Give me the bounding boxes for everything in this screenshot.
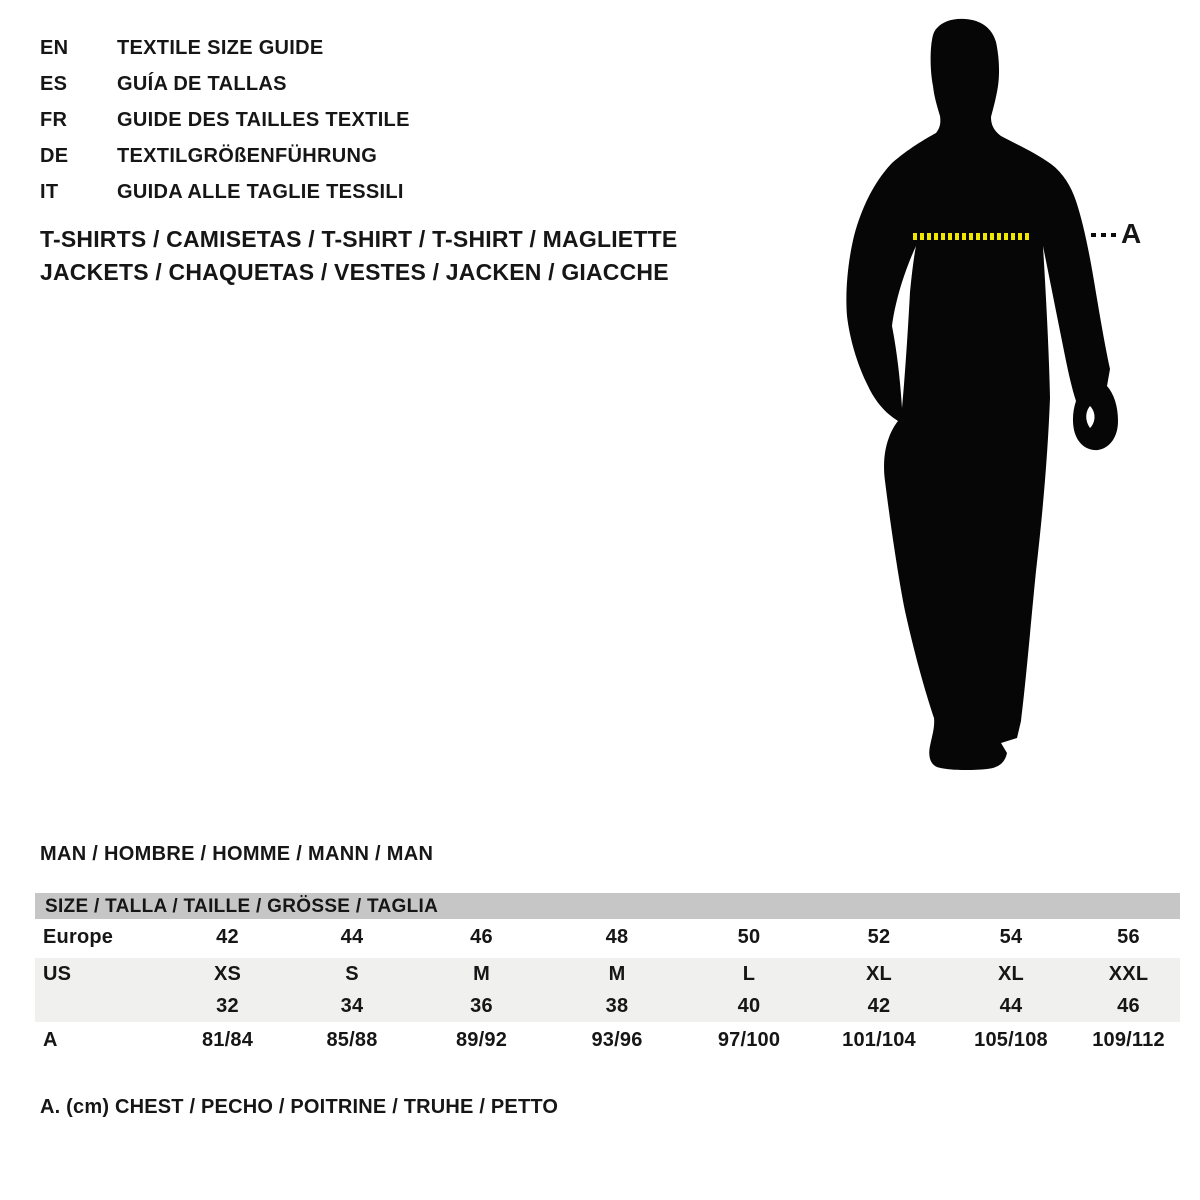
cell: 40 <box>737 994 761 1017</box>
cell: 101/104 <box>842 1029 916 1051</box>
lang-code: ES <box>40 73 68 95</box>
cell: XS <box>213 962 242 985</box>
cell: 44 <box>999 994 1023 1017</box>
row-label: US <box>43 962 72 985</box>
row-label: A <box>43 1029 58 1051</box>
lang-row-es <box>40 66 410 102</box>
lang-code: FR <box>40 109 68 131</box>
cell: 34 <box>340 994 364 1017</box>
man-silhouette <box>846 19 1118 770</box>
language-title-list <box>40 30 410 210</box>
cell: 81/84 <box>201 1029 254 1051</box>
section-title-man: MAN / HOMBRE / HOMME / MANN / MAN <box>40 843 434 865</box>
category-lines <box>40 223 677 289</box>
lang-title: TEXTILGRÖßENFÜHRUNG <box>117 145 378 167</box>
man-silhouette-svg <box>840 0 1140 780</box>
measurement-footnote: A. (cm) CHEST / PECHO / POITRINE / TRUHE / PETTO <box>40 1096 559 1118</box>
cell: XL <box>866 962 892 985</box>
cell: L <box>742 962 756 985</box>
cell: 36 <box>470 994 493 1017</box>
measure-leader-dashes <box>1091 233 1118 237</box>
cell: 46 <box>470 926 493 948</box>
cell: 32 <box>216 994 239 1017</box>
lang-code: DE <box>40 145 69 167</box>
cell: 93/96 <box>591 1029 643 1051</box>
size-table <box>35 893 1180 1059</box>
cell: 97/100 <box>717 1029 781 1051</box>
lang-title: GUÍA DE TALLAS <box>117 73 287 95</box>
cell: 38 <box>605 994 629 1017</box>
cell: 42 <box>867 994 891 1017</box>
cell: S <box>345 962 359 985</box>
cell: 56 <box>1117 926 1140 948</box>
lang-code: IT <box>40 181 59 203</box>
measure-label-a: A <box>1121 218 1142 249</box>
cell: 109/112 <box>1092 1029 1165 1051</box>
lang-code: EN <box>40 37 69 59</box>
cell: 44 <box>340 926 364 948</box>
cell: 85/88 <box>326 1029 378 1051</box>
table-row-us <box>35 957 1180 990</box>
lang-row-de <box>40 138 410 174</box>
cell: XXL <box>1108 962 1149 985</box>
cell: 48 <box>605 926 629 948</box>
row-label: Europe <box>43 926 114 948</box>
table-row-europe <box>35 919 1180 957</box>
cell: 54 <box>999 926 1023 948</box>
cell: M <box>473 962 490 985</box>
category-line-tshirts: T-SHIRTS / CAMISETAS / T-SHIRT / T-SHIRT / MAGLIETTE <box>40 226 678 252</box>
cell: 42 <box>216 926 239 948</box>
lang-title: GUIDA ALLE TAGLIE TESSILI <box>117 181 404 203</box>
cell: 46 <box>1117 994 1140 1017</box>
size-table-header: SIZE / TALLA / TAILLE / GRÖSSE / TAGLIA <box>35 893 1180 919</box>
lang-row-fr <box>40 102 410 138</box>
chest-measure-dotted-line <box>913 233 1032 240</box>
cell: 89/92 <box>455 1029 508 1051</box>
cell: 105/108 <box>974 1029 1048 1051</box>
row-label <box>35 990 165 1022</box>
cell: XL <box>998 962 1024 985</box>
lang-title: GUIDE DES TAILLES TEXTILE <box>117 109 410 131</box>
lang-row-en <box>40 30 410 66</box>
lang-row-it <box>40 174 410 210</box>
table-row-chest-cm <box>35 1022 1180 1059</box>
cell: 50 <box>737 926 761 948</box>
lang-title: TEXTILE SIZE GUIDE <box>117 37 324 59</box>
man-figure <box>840 0 1140 780</box>
cell: 52 <box>867 926 891 948</box>
category-line-jackets: JACKETS / CHAQUETAS / VESTES / JACKEN / GIACCHE <box>40 259 669 285</box>
size-table-grid <box>35 919 1180 1059</box>
cell: M <box>608 962 626 985</box>
table-row-us-numeric <box>35 990 1180 1022</box>
